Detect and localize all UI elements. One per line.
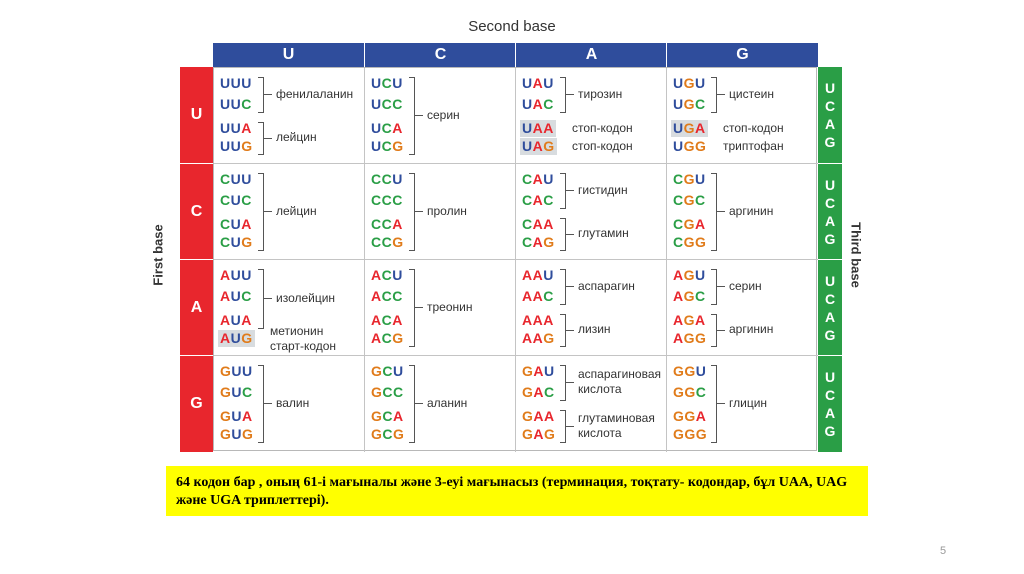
codon-cell (667, 260, 818, 356)
amino-acid-label: фенилаланин (276, 86, 354, 101)
codon: UCC (371, 96, 403, 112)
codon: AGA (673, 312, 706, 328)
codon: AUU (220, 267, 252, 283)
codon: CAU (522, 171, 554, 187)
row-header-a: A (180, 259, 213, 356)
codon: GGA (673, 408, 707, 424)
codon: CUC (220, 192, 252, 208)
codon: UCU (371, 75, 403, 91)
codon: AAC (522, 288, 554, 304)
bracket-stem (415, 211, 423, 212)
bracket-stem (566, 382, 574, 383)
group-bracket (258, 77, 264, 113)
group-bracket (409, 173, 415, 251)
group-bracket (711, 314, 717, 347)
third-base-letter: G (824, 327, 836, 343)
amino-acid-label: лизин (578, 322, 611, 336)
codon: AGU (673, 267, 706, 283)
third-base-letter: U (824, 177, 836, 193)
codon: UGC (673, 96, 706, 112)
codon: CAG (522, 234, 555, 250)
codon: UCG (371, 138, 404, 154)
codon: UGU (673, 75, 706, 91)
codon-cell (365, 68, 516, 164)
codon: ACG (371, 330, 404, 346)
page-number: 5 (940, 545, 947, 557)
group-bracket (409, 365, 415, 443)
group-bracket (560, 77, 566, 113)
codon: CGA (673, 216, 706, 232)
amino-acid-label: аланин (427, 395, 468, 410)
codon: UUU (220, 75, 252, 91)
amino-acid-label: стоп-кодон (572, 121, 633, 135)
codon: CGU (673, 171, 706, 187)
group-bracket (409, 269, 415, 347)
codon: UGG (673, 138, 707, 154)
bracket-stem (717, 403, 725, 404)
group-bracket (560, 410, 566, 443)
group-bracket (560, 269, 566, 305)
codon: GAC (522, 384, 555, 400)
codon: AGG (673, 330, 707, 346)
third-base-letter: A (824, 405, 836, 421)
bracket-stem (717, 94, 725, 95)
third-base-column (818, 67, 842, 163)
group-bracket (258, 269, 264, 329)
codon: GGC (673, 384, 707, 400)
amino-acid-label: стоп-кодон (572, 139, 633, 153)
codon: GUU (220, 363, 253, 379)
bracket-stem (717, 211, 725, 212)
bracket-stem (566, 286, 574, 287)
codon: GUC (220, 384, 253, 400)
codon: UGA (673, 120, 706, 136)
codon-cell (516, 164, 667, 260)
codon: GCU (371, 363, 404, 379)
bracket-stem (264, 403, 272, 404)
third-base-letter: C (824, 291, 836, 307)
bracket-stem (566, 330, 574, 331)
amino-acid-label: серин (729, 278, 762, 293)
codon-cell (365, 164, 516, 260)
amino-acid-label: аргинин (729, 203, 774, 218)
bracket-stem (264, 138, 272, 139)
codon: CUU (220, 171, 252, 187)
amino-acid-label: аспарагиновая кислота (578, 367, 661, 396)
group-bracket (711, 77, 717, 113)
codon-cell (214, 356, 365, 452)
bracket-stem (566, 190, 574, 191)
row-header-u: U (180, 67, 213, 163)
codon: CCA (371, 216, 403, 232)
codon: AUA (220, 312, 252, 328)
codon: GCA (371, 408, 404, 424)
bracket-stem (415, 307, 423, 308)
row-header-g: G (180, 355, 213, 452)
codon: CGC (673, 192, 706, 208)
codon-cell (214, 68, 365, 164)
third-base-column (818, 259, 842, 356)
third-base-letter: G (824, 231, 836, 247)
column-header-a: A (515, 43, 667, 67)
codon-cell (516, 68, 667, 164)
bracket-stem (566, 234, 574, 235)
third-base-label: Third base (848, 222, 864, 288)
amino-acid-label: лейцин (276, 130, 317, 144)
amino-acid-label: аспарагин (578, 278, 635, 293)
third-base-column (818, 163, 842, 260)
bracket-stem (717, 286, 725, 287)
amino-acid-label: цистеин (729, 86, 774, 101)
bracket-stem (415, 115, 423, 116)
codon-cell (667, 356, 818, 452)
first-base-label: First base (150, 224, 166, 286)
codon: CAC (522, 192, 554, 208)
third-base-letter: C (824, 387, 836, 403)
codon: CUG (220, 234, 253, 250)
codon: AAA (522, 312, 554, 328)
amino-acid-label: аргинин (729, 322, 774, 336)
amino-acid-label: валин (276, 395, 310, 410)
amino-acid-label: тирозин (578, 86, 623, 101)
codon: CAA (522, 216, 554, 232)
codon: ACA (371, 312, 403, 328)
amino-acid-label: триптофан (723, 139, 784, 153)
group-bracket (560, 173, 566, 209)
group-bracket (258, 122, 264, 155)
amino-acid-label: стоп-кодон (723, 121, 784, 135)
codon-cell (667, 164, 818, 260)
group-bracket (711, 365, 717, 443)
codon: GCC (371, 384, 404, 400)
codon: ACU (371, 267, 403, 283)
group-bracket (258, 365, 264, 443)
codon: AAU (522, 267, 554, 283)
codon: GUA (220, 408, 253, 424)
group-bracket (258, 173, 264, 251)
amino-acid-label: лейцин (276, 203, 317, 218)
codon: UAU (522, 75, 554, 91)
third-base-letter: U (824, 369, 836, 385)
codon: GGG (673, 426, 708, 442)
codon: GGU (673, 363, 707, 379)
codon: UAA (522, 120, 554, 136)
group-bracket (560, 314, 566, 347)
amino-acid-label: серин (427, 107, 460, 122)
codon: UUA (220, 120, 252, 136)
amino-acid-label: метионин старт-кодон (270, 324, 337, 353)
codon: CCC (371, 192, 403, 208)
codon: ACC (371, 288, 403, 304)
codon: AGC (673, 288, 706, 304)
amino-acid-label: глутаминовая кислота (578, 410, 655, 440)
group-bracket (711, 269, 717, 305)
codon: UCA (371, 120, 403, 136)
codon: GAG (522, 426, 556, 442)
group-bracket (409, 77, 415, 155)
amino-acid-label: гистидин (578, 182, 628, 197)
group-bracket (711, 173, 717, 251)
third-base-letter: C (824, 98, 836, 114)
bracket-stem (264, 211, 272, 212)
third-base-letter: A (824, 213, 836, 229)
third-base-letter: A (824, 309, 836, 325)
codon-cell (214, 164, 365, 260)
codon: GUG (220, 426, 254, 442)
third-base-letter: U (824, 80, 836, 96)
codon-cell (365, 356, 516, 452)
bracket-stem (717, 330, 725, 331)
third-base-column (818, 355, 842, 452)
codon: CGG (673, 234, 707, 250)
codon: AAG (522, 330, 555, 346)
bracket-stem (264, 94, 272, 95)
column-header-c: C (364, 43, 516, 67)
row-header-c: C (180, 163, 213, 260)
codon-cell (516, 260, 667, 356)
amino-acid-label: треонин (427, 299, 473, 314)
bracket-stem (264, 298, 272, 299)
amino-acid-label: пролин (427, 203, 467, 218)
group-bracket (560, 365, 566, 401)
amino-acid-label: изолейцин (276, 290, 336, 305)
third-base-letter: G (824, 134, 836, 150)
codon: UUC (220, 96, 252, 112)
column-header-u: U (213, 43, 364, 67)
bracket-stem (566, 94, 574, 95)
codon-cell (214, 260, 365, 356)
third-base-letter: C (824, 195, 836, 211)
column-header-g: G (666, 43, 818, 67)
codon: UAG (522, 138, 555, 154)
codon: GAU (522, 363, 555, 379)
amino-acid-label: глицин (729, 395, 768, 410)
codon-cell (667, 68, 818, 164)
codon-cell (365, 260, 516, 356)
second-base-label: Second base (468, 18, 556, 35)
codon: GAA (522, 408, 555, 424)
note-box: 64 кодон бар , оның 61-і мағыналы және 3-еуі мағынасыз (терминация, тоқтату- кодондар, бұл UAA, UAG және UGA триплеттері). (166, 466, 868, 516)
bracket-stem (566, 426, 574, 427)
codon: CUA (220, 216, 252, 232)
codon-cell (516, 356, 667, 452)
codon: AUG (220, 330, 253, 346)
codon: GCG (371, 426, 405, 442)
codon: UUG (220, 138, 253, 154)
amino-acid-label: глутамин (578, 226, 629, 240)
bracket-stem (415, 403, 423, 404)
codon: CCU (371, 171, 403, 187)
codon: UAC (522, 96, 554, 112)
group-bracket (560, 218, 566, 251)
codon: AUC (220, 288, 252, 304)
third-base-letter: U (824, 273, 836, 289)
codon: CCG (371, 234, 404, 250)
third-base-letter: A (824, 116, 836, 132)
third-base-letter: G (824, 423, 836, 439)
codon-grid (213, 67, 817, 451)
